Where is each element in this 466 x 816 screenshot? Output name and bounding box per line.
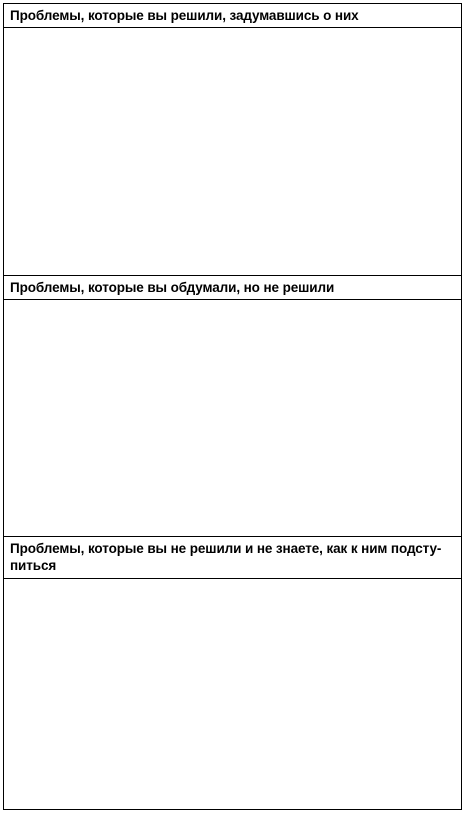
section-writing-area[interactable] bbox=[4, 300, 461, 536]
section-solved-by-thinking bbox=[4, 4, 461, 275]
section-title: Проблемы, которые вы не решили и не знаете, как к ним подсту- питься bbox=[4, 537, 461, 579]
problems-worksheet bbox=[3, 3, 462, 810]
section-writing-area[interactable] bbox=[4, 579, 461, 809]
section-title: Проблемы, которые вы обдумали, но не решили bbox=[4, 276, 461, 300]
section-writing-area[interactable] bbox=[4, 28, 461, 275]
section-unsolved-unknown-approach bbox=[4, 536, 461, 809]
section-title: Проблемы, которые вы решили, задумавшись о них bbox=[4, 4, 461, 28]
section-considered-unsolved bbox=[4, 275, 461, 536]
